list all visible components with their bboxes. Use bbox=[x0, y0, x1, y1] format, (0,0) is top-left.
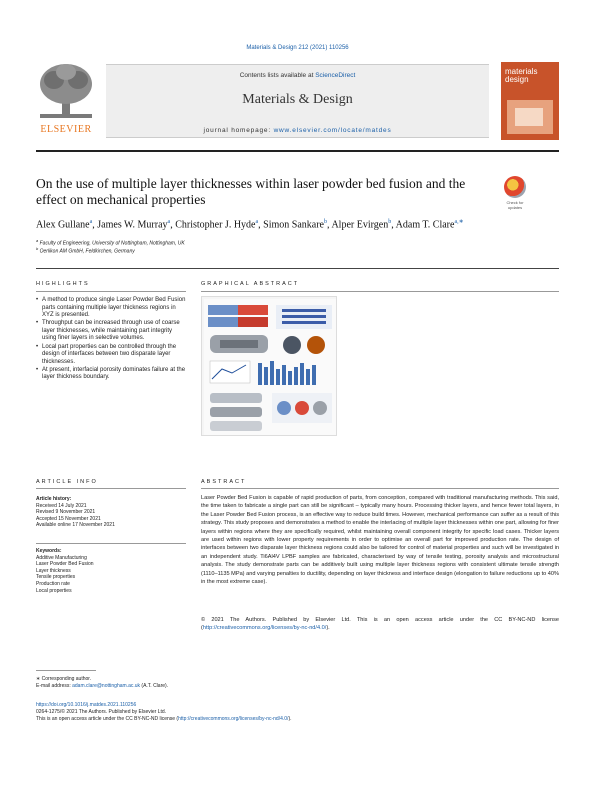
keyword: Production rate bbox=[36, 580, 70, 587]
highlights-list bbox=[36, 297, 186, 383]
license-line bbox=[36, 716, 559, 723]
article-title: On the use of multiple layer thicknesses within laser powder bed fusion and the effect on mechanical properties bbox=[36, 176, 466, 207]
author-name[interactable]: Christopher J. Hyde bbox=[175, 219, 256, 231]
journal-header bbox=[36, 60, 559, 143]
email-suffix: (A.T. Clare). bbox=[140, 683, 169, 689]
copyright-suffix: ). bbox=[326, 625, 330, 632]
graphical-abstract-image bbox=[202, 297, 338, 437]
corresponding-author-footnote bbox=[36, 676, 436, 690]
check-updates-icon bbox=[504, 176, 526, 198]
graphical-abstract-heading: GRAPHICAL ABSTRACT bbox=[201, 281, 300, 287]
email-line bbox=[36, 683, 436, 690]
license-prefix: This is an open access article under the CC BY-NC-ND license ( bbox=[36, 716, 179, 722]
highlight-item: • Local part properties can be controlled through the design of interfaces between two disparate layer thicknesses. bbox=[36, 344, 186, 367]
title-rule bbox=[36, 150, 559, 152]
history-online: Available online 17 November 2021 bbox=[36, 522, 115, 528]
journal-name: Materials & Design bbox=[242, 92, 353, 107]
author-affil-mark[interactable]: b bbox=[324, 219, 327, 225]
affiliation-b bbox=[36, 246, 135, 255]
author-name[interactable]: Alex Gullane bbox=[36, 219, 90, 231]
author-name[interactable]: Simon Sankare bbox=[263, 219, 324, 231]
contents-line bbox=[106, 72, 489, 79]
keyword: Layer thickness bbox=[36, 567, 71, 574]
cover-title-line2: design bbox=[505, 75, 529, 84]
license-link[interactable]: http://creativecommons.org/licenses/by-nc-nd/4.0/ bbox=[202, 625, 327, 632]
keyword: Laser Powder Bed Fusion bbox=[36, 561, 94, 568]
affiliation-text: Oerlikon AM GmbH, Feldkirchen, Germany bbox=[39, 248, 135, 255]
author-affil-mark[interactable]: a bbox=[89, 219, 93, 225]
email-label: E-mail address: bbox=[36, 683, 73, 689]
affiliation-mark: a bbox=[36, 238, 39, 243]
abstract-text: Laser Powder Bed Fusion is capable of rapid production of parts, from conception, compared with traditional manufacturing methods. This said, the time taken to fabricate a single part can still be significant – typically many hours. Processing thicker layers, and hence fewer total layers, in the Laser Powder Bed Fusion process, is an effective way to reduce build times. However, mechanical performance can suffer as a result of this strategy. This study proposes and demonstrates a method to enable the interlacing of multiple layer thicknesses within one part, allowing for finer layers within regions where they are specifically required, whilst maintaining overall component integrity for specific load cases. Thicker layers are used within regions with lower property requirements in order to optimise an overall part for improved production rate. The design of interfaces between two disparate layer thickness regions could also be tailored for control of material properties and such will be investigated in an independent study. Ti6Al4V LPBF samples are fabricated, characterised by way of tensile testing, porosity analysis and microstructural analysis. The study demonstrate parts can be additively built using multiple layer thickness regions with consistent ultimate tensile strength (1110–1135 MPa) and varying penalties to ductility, depending on layer thickness and interface design (elongation to failure reductions up to 40% in the most extreme case). bbox=[201, 495, 559, 586]
elsevier-logo[interactable] bbox=[36, 60, 96, 140]
journal-reference[interactable]: Materials & Design 212 (2021) 110256 bbox=[246, 45, 349, 51]
corresponding-label: ∗ Corresponding author. bbox=[36, 676, 92, 682]
highlights-heading: HIGHLIGHTS bbox=[36, 281, 90, 287]
keywords-label: Keywords: bbox=[36, 548, 62, 554]
cover-title-line1: materials bbox=[505, 67, 538, 76]
sciencedirect-link[interactable]: ScienceDirect bbox=[315, 72, 356, 79]
homepage-link[interactable]: www.elsevier.com/locate/matdes bbox=[273, 127, 392, 134]
author-affil-mark[interactable]: a,∗ bbox=[454, 219, 464, 225]
section-rule bbox=[36, 268, 559, 269]
author-name[interactable]: James W. Murray bbox=[97, 219, 168, 231]
license-link-footer[interactable]: http://creativecommons.org/licenses/by-nc-nd/4.0/ bbox=[178, 716, 289, 722]
elsevier-wordmark: ELSEVIER bbox=[40, 124, 92, 135]
graphical-abstract-figure[interactable] bbox=[201, 296, 337, 436]
author-name[interactable]: Adam T. Clare bbox=[395, 219, 455, 231]
abstract-rule bbox=[201, 488, 559, 489]
author-name[interactable]: Alper Evirgen bbox=[331, 219, 389, 231]
article-info-heading: ARTICLE INFO bbox=[36, 479, 98, 485]
history-received: Received 14 July 2021 bbox=[36, 502, 87, 509]
contents-prefix: Contents lists available at bbox=[239, 72, 316, 79]
footnote-rule bbox=[36, 670, 96, 671]
license-suffix: ). bbox=[288, 716, 292, 722]
affiliation-text: Faculty of Engineering, University of Nottingham, Nottingham, UK bbox=[39, 240, 185, 247]
keywords-rule bbox=[36, 543, 186, 544]
doi-block bbox=[36, 702, 559, 723]
copyright-prefix: © 2021 The Authors. Published by Elsevier Ltd. This is an open access article under the CC BY-NC-ND license ( bbox=[201, 617, 559, 632]
article-info-rule bbox=[36, 488, 186, 489]
keyword: Additive Manufacturing bbox=[36, 554, 87, 561]
graphical-abstract-rule bbox=[201, 291, 559, 292]
homepage-prefix: journal homepage: bbox=[203, 127, 274, 134]
history-label: Article history: bbox=[36, 496, 72, 502]
author-affil-mark[interactable]: a bbox=[167, 219, 171, 225]
highlight-item: • At present, interfacial porosity dominates failure at the layer thickness boundary. bbox=[36, 367, 186, 382]
history-revised: Revised 9 November 2021 bbox=[36, 509, 96, 515]
copyright-notice bbox=[201, 616, 559, 633]
doi-link[interactable]: https://doi.org/10.1016/j.matdes.2021.110256 bbox=[36, 702, 137, 708]
journal-masthead bbox=[106, 64, 489, 138]
history-accepted: Accepted 15 November 2021 bbox=[36, 515, 101, 522]
highlight-item: • A method to produce single Laser Powder Bed Fusion parts containing multiple layer thickness regions in XYZ is presented. bbox=[36, 297, 186, 320]
check-updates-label: Check for updates bbox=[506, 200, 524, 210]
highlight-item: • Throughput can be increased through use of coarse layer thicknesses, while maintaining part integrity using finer layers in selective volumes. bbox=[36, 320, 186, 343]
author-list: Alex Gullane$^a$, James W. Murray$^a$, Christopher J. Hyde$^a$, Simon Sankare$^b$, Alper Evirgen$^b$, Adam T. Clare$^{a,∗}$ bbox=[36, 219, 464, 231]
abstract-heading: ABSTRACT bbox=[201, 479, 247, 485]
keyword: Local properties bbox=[36, 587, 72, 594]
highlights-rule bbox=[36, 291, 186, 292]
email-link[interactable]: adam.clare@nottingham.ac.uk bbox=[72, 683, 141, 689]
author-affil-mark[interactable]: a bbox=[255, 219, 259, 225]
check-for-updates-badge[interactable] bbox=[500, 176, 530, 212]
issn-line: 0264-1275/© 2021 The Authors. Published by Elsevier Ltd. bbox=[36, 709, 167, 715]
cover-title bbox=[505, 68, 537, 84]
author-affil-mark[interactable]: b bbox=[388, 219, 392, 225]
affiliation-mark: b bbox=[36, 246, 39, 251]
journal-homepage bbox=[106, 127, 489, 134]
elsevier-tree-icon bbox=[36, 60, 96, 120]
article-history bbox=[36, 496, 186, 529]
cover-image-detail bbox=[515, 108, 543, 126]
journal-cover[interactable] bbox=[501, 62, 559, 140]
keywords-block bbox=[36, 548, 186, 594]
keyword: Tensile properties bbox=[36, 574, 76, 581]
